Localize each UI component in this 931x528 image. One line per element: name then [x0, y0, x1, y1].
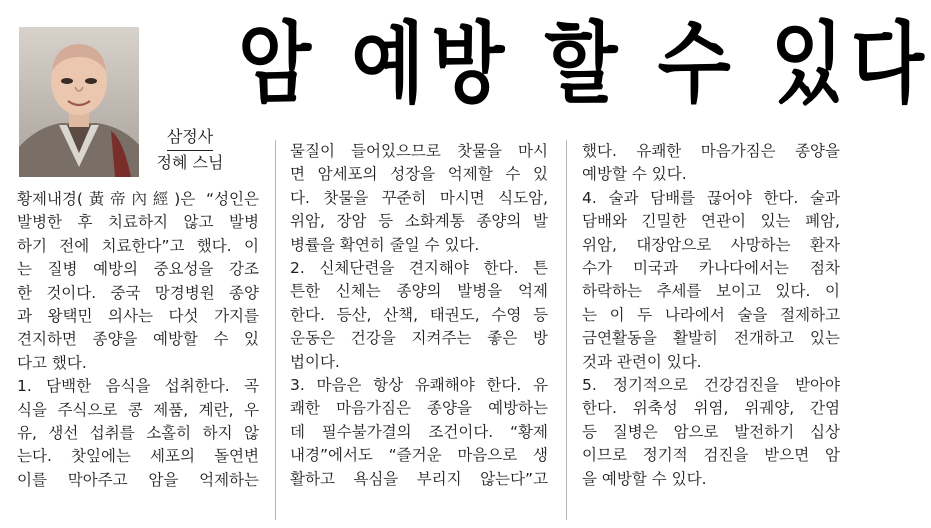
- article-line: 담배와 긴밀한 연관이 있는 폐암,: [582, 212, 840, 231]
- article-line: 을 예방할 수 있다.: [582, 469, 707, 488]
- monk-portrait-image: [19, 27, 139, 177]
- article-line: 이므로 정기적 검진을 받으면 암: [582, 446, 840, 465]
- article-line: 위암, 대장암으로 사망하는 환자: [582, 235, 840, 254]
- article-line: 1. 담백한 음식을 섭취한다. 곡: [17, 377, 259, 396]
- article-line: 발병한 후 치료하지 않고 발병: [17, 213, 259, 232]
- article-line: 는 질병 예방의 중요성을 강조: [17, 260, 259, 279]
- author-photo: [19, 27, 139, 177]
- article-column-1: [17, 188, 259, 492]
- article-line: 는 이 두 나라에서 술을 절제하고: [582, 305, 840, 324]
- article-line: 4. 술과 담배를 끊어야 한다. 술과: [582, 188, 840, 207]
- article-line: 병률을 확연히 줄일 수 있다.: [290, 235, 480, 254]
- byline: [145, 126, 235, 175]
- article-column-2: [290, 140, 548, 491]
- article-line: 다고 했다.: [17, 353, 87, 372]
- byline-temple: 삼정사: [167, 126, 213, 151]
- article-line: 한 것이다. 중국 망경병원 종양: [17, 283, 259, 302]
- article-line: 데 필수불가결의 조건이다. “황제: [290, 422, 548, 441]
- article-line: 5. 정기적으로 건강검진을 받아야: [582, 376, 840, 395]
- article-line: 다. 찻물을 꾸준히 마시면 식도암,: [290, 188, 548, 207]
- article-line: 는다. 찻잎에는 세포의 돌연변: [17, 447, 259, 466]
- article-line: 쾌한 마음가짐은 종양을 예방하는: [290, 399, 548, 418]
- article-line: 수가 미국과 카나다에서는 점차: [582, 259, 840, 278]
- article-line: 튼한 신체는 종양의 발병을 억제: [290, 282, 548, 301]
- article-line: 활하고 욕심을 부리지 않는다”고: [290, 469, 548, 488]
- article-line: 물질이 들어있으므로 찻물을 마시: [290, 142, 548, 160]
- byline-author: 정혜 스님: [156, 153, 224, 172]
- article-line: 유, 생선 섭취를 소홀히 하지 않: [17, 424, 259, 443]
- article-line: 것과 관련이 있다.: [582, 352, 702, 371]
- article-line: 면 암세포의 성장을 억제할 수 있: [290, 165, 548, 184]
- article-line: 한다. 위축성 위염, 위궤양, 간염: [582, 399, 840, 418]
- article-line: 예방할 수 있다.: [582, 165, 687, 184]
- article-line: 하기 전에 치료한다”고 했다. 이: [17, 236, 259, 255]
- article-line: 운동은 건강을 지켜주는 좋은 방: [290, 329, 548, 348]
- article-line: 한다. 등산, 산책, 태권도, 수영 등: [290, 305, 548, 324]
- article-line: 이를 막아주고 암을 억제하는: [17, 470, 259, 489]
- column-divider: [566, 140, 567, 520]
- article-line: 식을 주식으로 콩 제품, 계란, 우: [17, 400, 259, 419]
- article-line: 3. 마음은 항상 유쾌해야 한다. 유: [290, 376, 548, 395]
- article-line: 하락하는 추세를 보이고 있다. 이: [582, 282, 840, 301]
- article-line: 황제내경(黃帝內經)은 “성인은: [17, 190, 259, 208]
- article-line: 과 왕택민 의사는 다섯 가지를: [17, 307, 259, 326]
- article-line: 견지하면 종양을 예방할 수 있: [17, 330, 259, 349]
- article-line: 했다. 유쾌한 마음가짐은 종양을: [582, 142, 840, 160]
- column-divider: [275, 140, 276, 520]
- article-line: 2. 신체단련을 견지해야 한다. 튼: [290, 259, 548, 278]
- article-line: 금연활동을 활발히 전개하고 있는: [582, 329, 840, 348]
- article-line: 위암, 장암 등 소화계통 종양의 발: [290, 212, 548, 231]
- article-line: 법이다.: [290, 352, 340, 371]
- headline: 암 예방 할 수 있다: [238, 12, 931, 115]
- article-column-3: [582, 140, 840, 491]
- article-line: 등 질병은 암으로 발전하기 십상: [582, 422, 840, 441]
- article-line: 내경”에서도 “즐거운 마음으로 생: [290, 446, 548, 465]
